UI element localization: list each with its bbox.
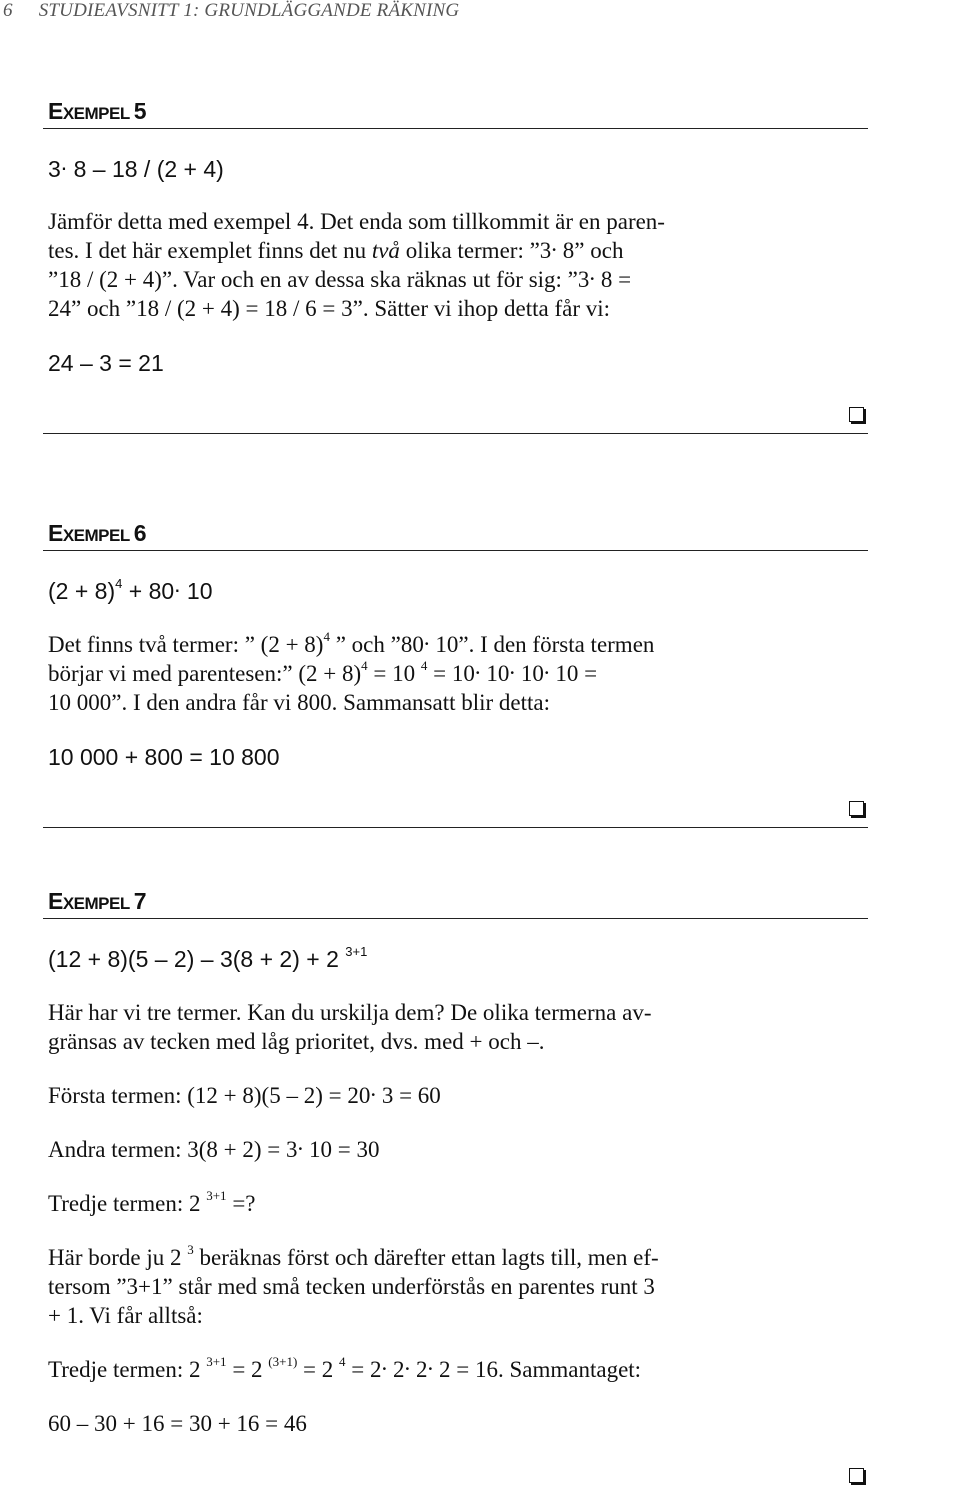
second-term-line: Andra termen: 3(8 + 2) = 3. 10 = 30 [48, 1130, 380, 1162]
example-end-rule [43, 433, 868, 434]
example-6-result: 10 000 + 800 = 10 800 [48, 744, 280, 770]
third-term-line: Tredje termen: 2 $^{3+1}$ =? [48, 1188, 256, 1216]
example-6-heading: EXEMPEL 6 [48, 520, 146, 546]
example-6-paragraph-line: börjar vi med parentesen:” $(2 + 8)^4 = 10$ $^4$ = 10. 10. 10. 10 = [48, 654, 598, 686]
heading-rule [43, 550, 868, 551]
page-number: 6 [3, 0, 13, 21]
example-7-result: 60 – 30 + 16 = 30 + 16 = 46 [48, 1411, 307, 1436]
end-of-example-box-icon [849, 407, 864, 422]
example-5-expression: 3. 8 – 18 / (2 + 4) [48, 149, 224, 182]
end-of-example-box-icon [849, 1468, 864, 1483]
example-6-paragraph-line: Det finns två termer: ” $(2 + 8)^4$ ” och ”80. 10”. I den första termen [48, 625, 655, 657]
example-7-paragraph-line: Här har vi tre termer. Kan du urskilja dem? De olika termerna av- [48, 1000, 652, 1025]
example-5-paragraph-line: Jämför detta med exempel 4. Det enda som tillkommit är en paren- [48, 209, 665, 234]
heading-rule [43, 128, 868, 129]
example-5-result: 24 – 3 = 21 [48, 350, 164, 376]
end-of-example-box-icon [849, 801, 864, 816]
example-5-paragraph-line: ”18 / (2 + 4)”. Var och en av dessa ska räknas ut för sig: ”3. 8 = [48, 260, 632, 292]
third-term-solution-line: Tredje termen: 2 $^{3+1}$ = 2 $^{(3+1)}$ = 2 $^4$ = 2. 2. 2. 2 = 16. Sammantaget: [48, 1350, 642, 1382]
example-7-heading: EXEMPEL 7 [48, 888, 146, 914]
running-title: STUDIEAVSNITT 1: GRUNDLÄGGANDE RÄKNING [38, 0, 460, 21]
example-end-rule [43, 827, 868, 828]
example-5-heading: EXEMPEL 5 [48, 98, 146, 124]
example-5-paragraph-line: tes. I det här exemplet finns det nu två olika termer: ”3. 8” och [48, 231, 624, 263]
example-7-paragraph-line: gränsas av tecken med låg prioritet, dvs. med + och –. [48, 1029, 545, 1054]
example-7-expression: (12 + 8)(5 – 2) – 3(8 + 2) + 2 $^{3+1}$ [48, 944, 368, 972]
example-7-paragraph-line: tersom ”3+1” står med små tecken underförstås en parentes runt 3 [48, 1274, 655, 1299]
example-7-paragraph-line: + 1. Vi får alltså: [48, 1303, 203, 1328]
running-header [3, 0, 459, 22]
heading-rule [43, 918, 868, 919]
example-6-paragraph-line: 10 000”. I den andra får vi 800. Sammansatt blir detta: [48, 690, 551, 715]
example-5-paragraph-line: 24” och ”18 / (2 + 4) = 18 / 6 = 3”. Sätter vi ihop detta får vi: [48, 296, 611, 321]
first-term-line: Första termen: (12 + 8)(5 – 2) = 20. 3 = 60 [48, 1076, 441, 1108]
example-7-paragraph-line: Här borde ju 2 $^3$ beräknas först och därefter ettan lagts till, men ef- [48, 1242, 659, 1270]
example-6-expression: $(2 + 8)^4 + 80$. 10 [48, 571, 213, 604]
